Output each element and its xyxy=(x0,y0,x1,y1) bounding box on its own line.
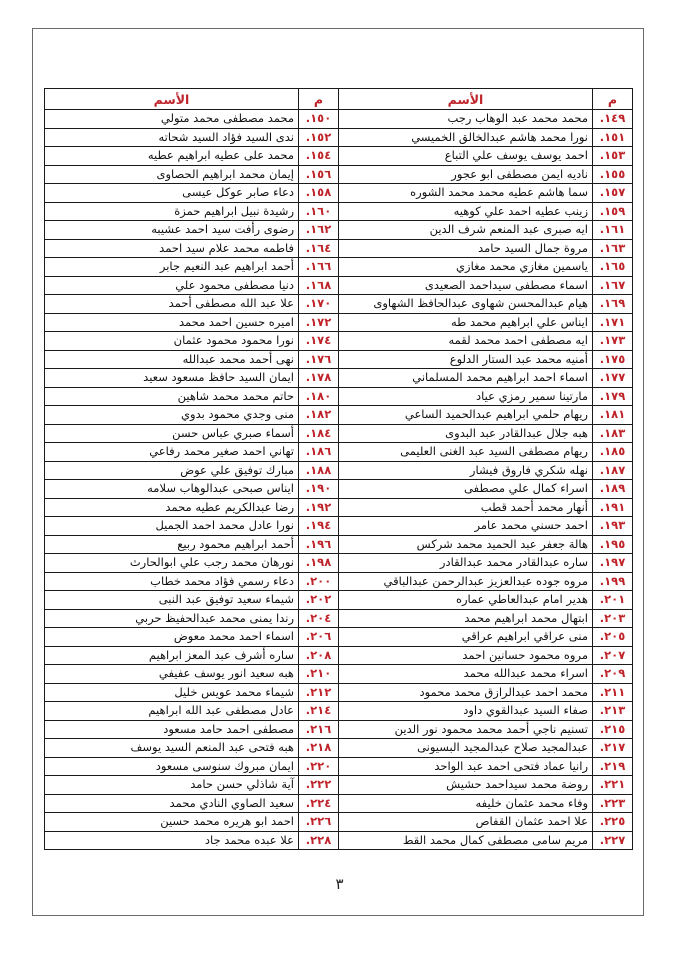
left-number-cell: ١٦٢. xyxy=(299,221,339,240)
right-name-cell: هالة جعفر عبد الحميد محمد شركس xyxy=(339,535,593,554)
right-name-cell: مروه جوده عبدالعزيز عبدالرحمن عبدالباقي xyxy=(339,572,593,591)
left-number-cell: ٢١٨. xyxy=(299,739,339,758)
right-name-cell: احمد حسني محمد عامر xyxy=(339,517,593,536)
left-number-cell: ١٥٦. xyxy=(299,165,339,184)
right-number-cell: ٢٢١. xyxy=(593,776,633,795)
right-number-cell: ١٧٣. xyxy=(593,332,633,351)
table-row xyxy=(45,424,633,443)
left-name-cell: احمد ابو هريره محمد حسين xyxy=(45,813,299,832)
left-number-cell: ١٨٢. xyxy=(299,406,339,425)
table-row xyxy=(45,387,633,406)
right-name-cell: هيام عبدالمحسن شهاوى عبدالحافظ الشهاوى xyxy=(339,295,593,314)
table-row xyxy=(45,443,633,462)
left-number-cell: ٢٢٠. xyxy=(299,757,339,776)
page-number: ٣ xyxy=(335,875,344,893)
table-row xyxy=(45,628,633,647)
table-row xyxy=(45,813,633,832)
right-name-cell: أمنيه محمد عبد الستار الدلوع xyxy=(339,350,593,369)
right-name-cell: اسماء مصطفى سيداحمد الصعيدى xyxy=(339,276,593,295)
right-number-cell: ١٨٣. xyxy=(593,424,633,443)
left-name-cell: مصطفى احمد حامد مسعود xyxy=(45,720,299,739)
left-number-cell: ٢١٦. xyxy=(299,720,339,739)
right-name-cell: نورا محمد هاشم عبدالخالق الخميسي xyxy=(339,128,593,147)
table-row xyxy=(45,609,633,628)
right-number-cell: ١٥٥. xyxy=(593,165,633,184)
right-number-cell: ٢١١. xyxy=(593,683,633,702)
table-row xyxy=(45,147,633,166)
right-number-cell: ١٦٩. xyxy=(593,295,633,314)
left-number-cell: ٢٢٤. xyxy=(299,794,339,813)
right-number-cell: ١٧٧. xyxy=(593,369,633,388)
left-name-cell: ايمان السيد حافظ مسعود سعيد xyxy=(45,369,299,388)
right-name-cell: منى عراقي ابراهيم عراقي xyxy=(339,628,593,647)
right-name-cell: اسراء كمال علي مصطفى xyxy=(339,480,593,499)
right-name-cell: سما هاشم عطيه محمد محمد الشوره xyxy=(339,184,593,203)
table-row xyxy=(45,239,633,258)
left-name-cell: محمد مصطفى محمد متولي xyxy=(45,110,299,129)
table-row xyxy=(45,480,633,499)
table-row xyxy=(45,221,633,240)
left-name-cell: ندى السيد فؤاد السيد شحاته xyxy=(45,128,299,147)
left-name-cell: تهاني احمد صغير محمد رفاعي xyxy=(45,443,299,462)
table-row xyxy=(45,276,633,295)
right-number-cell: ٢٢٥. xyxy=(593,813,633,832)
right-number-cell: ٢٠٩. xyxy=(593,665,633,684)
left-name-cell: نورهان محمد رجب علي ابوالحارث xyxy=(45,554,299,573)
left-number-cell: ١٩٢. xyxy=(299,498,339,517)
right-number-cell: ٢١٥. xyxy=(593,720,633,739)
left-number-cell: ١٦٦. xyxy=(299,258,339,277)
right-number-cell: ٢٠٣. xyxy=(593,609,633,628)
left-number-cell: ١٦٠. xyxy=(299,202,339,221)
left-number-cell: ١٥٠. xyxy=(299,110,339,129)
right-name-cell: زينب عطيه احمد علي كوهيه xyxy=(339,202,593,221)
right-number-cell: ١٨٧. xyxy=(593,461,633,480)
left-number-cell: ١٧٢. xyxy=(299,313,339,332)
right-number-cell: ١٩٣. xyxy=(593,517,633,536)
right-name-cell: ايه مصطفى احمد محمد لقمه xyxy=(339,332,593,351)
left-name-cell: اميره حسين احمد محمد xyxy=(45,313,299,332)
left-name-cell: دعاء رسمي فؤاد محمد خطاب xyxy=(45,572,299,591)
names-table xyxy=(44,88,633,850)
left-name-cell: أسماء صبري عباس حسن xyxy=(45,424,299,443)
right-number-cell: ٢٢٧. xyxy=(593,831,633,850)
left-number-cell: ١٨٨. xyxy=(299,461,339,480)
right-name-cell: احمد يوسف يوسف علي التباع xyxy=(339,147,593,166)
table-row xyxy=(45,776,633,795)
left-name-cell: ايناس صبحى عبدالوهاب سلامه xyxy=(45,480,299,499)
left-name-cell: رضا عبدالكريم عطيه محمد xyxy=(45,498,299,517)
right-number-cell: ٢٠٧. xyxy=(593,646,633,665)
left-name-cell: نهى أحمد محمد عبدالله xyxy=(45,350,299,369)
left-number-cell: ١٨٤. xyxy=(299,424,339,443)
left-name-cell: نورا محمود محمود عثمان xyxy=(45,332,299,351)
right-number-cell: ١٤٩. xyxy=(593,110,633,129)
left-name-cell: هبه سعيد انور يوسف عفيفي xyxy=(45,665,299,684)
left-name-cell: ساره أشرف عبد المعز ابراهيم xyxy=(45,646,299,665)
right-name-cell: محمد احمد عبدالرازق محمد محمود xyxy=(339,683,593,702)
left-number-cell: ١٧٨. xyxy=(299,369,339,388)
right-number-cell: ٢١٧. xyxy=(593,739,633,758)
right-number-cell: ١٦٥. xyxy=(593,258,633,277)
header-name-left: الأسم xyxy=(45,89,299,110)
right-name-cell: محمد محمد عبد الوهاب رجب xyxy=(339,110,593,129)
table-row xyxy=(45,831,633,850)
left-name-cell: رضوى رأفت سيد احمد عشيبه xyxy=(45,221,299,240)
left-number-cell: ٢١٢. xyxy=(299,683,339,702)
left-name-cell: رندا يمنى محمد عبدالحفيظ حربي xyxy=(45,609,299,628)
right-name-cell: ابتهال محمد ابراهيم محمد xyxy=(339,609,593,628)
left-number-cell: ٢٠٤. xyxy=(299,609,339,628)
left-name-cell: نورا عادل محمد احمد الجميل xyxy=(45,517,299,536)
left-name-cell: سعيد الصاوي النادي محمد xyxy=(45,794,299,813)
left-number-cell: ٢٠٠. xyxy=(299,572,339,591)
left-name-cell: آية شاذلي حسن حامد xyxy=(45,776,299,795)
right-number-cell: ١٦٣. xyxy=(593,239,633,258)
table-row xyxy=(45,665,633,684)
table-row xyxy=(45,110,633,129)
left-name-cell: ايمان مبروك سنوسى مسعود xyxy=(45,757,299,776)
table-row xyxy=(45,702,633,721)
left-name-cell: مبارك توفيق علي عوض xyxy=(45,461,299,480)
right-number-cell: ١٨٩. xyxy=(593,480,633,499)
right-number-cell: ٢٢٣. xyxy=(593,794,633,813)
right-number-cell: ١٩٧. xyxy=(593,554,633,573)
right-name-cell: رانيا عماد فتحى احمد عبد الواحد xyxy=(339,757,593,776)
right-number-cell: ١٧٩. xyxy=(593,387,633,406)
left-name-cell: أحمد ابراهيم محمود ربيع xyxy=(45,535,299,554)
table-row xyxy=(45,332,633,351)
right-name-cell: نهله شكري فاروق فيشار xyxy=(339,461,593,480)
left-name-cell: منى وجدي محمود بدوي xyxy=(45,406,299,425)
right-number-cell: ٢٠١. xyxy=(593,591,633,610)
right-name-cell: ايناس علي ابراهيم محمد طه xyxy=(339,313,593,332)
right-name-cell: صفاء السيد عبدالقوي داود xyxy=(339,702,593,721)
left-number-cell: ١٩٤. xyxy=(299,517,339,536)
left-number-cell: ١٦٨. xyxy=(299,276,339,295)
right-number-cell: ١٥١. xyxy=(593,128,633,147)
left-name-cell: محمد على عطيه ابراهيم عطيه xyxy=(45,147,299,166)
right-name-cell: أنهار محمد أحمد قطب xyxy=(339,498,593,517)
left-number-cell: ٢١٤. xyxy=(299,702,339,721)
right-name-cell: هبه جلال عبدالقادر عبد البدوى xyxy=(339,424,593,443)
left-name-cell: إيمان محمد ابراهيم الحصاوى xyxy=(45,165,299,184)
left-number-cell: ١٧٦. xyxy=(299,350,339,369)
table-row xyxy=(45,184,633,203)
left-number-cell: ٢٠٦. xyxy=(299,628,339,647)
right-name-cell: هدير امام عبدالعاطي عماره xyxy=(339,591,593,610)
right-name-cell: روضة محمد سيداحمد حشيش xyxy=(339,776,593,795)
left-number-cell: ١٧٤. xyxy=(299,332,339,351)
right-name-cell: مروة جمال السيد حامد xyxy=(339,239,593,258)
left-number-cell: ١٥٨. xyxy=(299,184,339,203)
right-number-cell: ١٨١. xyxy=(593,406,633,425)
right-name-cell: عبدالمجيد صلاح عبدالمجيد البسيونى xyxy=(339,739,593,758)
table-row xyxy=(45,517,633,536)
left-name-cell: دنيا مصطفى محمود علي xyxy=(45,276,299,295)
table-row xyxy=(45,350,633,369)
right-number-cell: ١٩١. xyxy=(593,498,633,517)
table-row xyxy=(45,535,633,554)
table-row xyxy=(45,720,633,739)
left-name-cell: شيماء محمد عويس خليل xyxy=(45,683,299,702)
right-number-cell: ١٨٥. xyxy=(593,443,633,462)
right-name-cell: مروه محمود حسانين احمد xyxy=(339,646,593,665)
table-row xyxy=(45,313,633,332)
table-row xyxy=(45,128,633,147)
left-number-cell: ١٥٢. xyxy=(299,128,339,147)
table-row xyxy=(45,369,633,388)
right-name-cell: اسراء محمد عبدالله محمد xyxy=(339,665,593,684)
table-body xyxy=(45,110,633,850)
left-number-cell: ٢٢٢. xyxy=(299,776,339,795)
right-number-cell: ١٥٩. xyxy=(593,202,633,221)
table-row xyxy=(45,683,633,702)
left-name-cell: أحمد ابراهيم عبد النعيم جابر xyxy=(45,258,299,277)
left-name-cell: هبه فتحى عبد المنعم السيد يوسف xyxy=(45,739,299,758)
right-number-cell: ١٦٧. xyxy=(593,276,633,295)
right-name-cell: مريم سامى مصطفى كمال محمد القط xyxy=(339,831,593,850)
table-row xyxy=(45,165,633,184)
right-name-cell: ريهام حلمي ابراهيم عبدالحميد الساعي xyxy=(339,406,593,425)
left-number-cell: ٢٠٢. xyxy=(299,591,339,610)
left-number-cell: ٢٢٨. xyxy=(299,831,339,850)
table-row xyxy=(45,295,633,314)
left-name-cell: دعاء صابر عوكل عيسى xyxy=(45,184,299,203)
right-name-cell: ايه صبرى عبد المنعم شرف الدين xyxy=(339,221,593,240)
right-number-cell: ١٧١. xyxy=(593,313,633,332)
left-number-cell: ١٨٦. xyxy=(299,443,339,462)
right-name-cell: علا احمد عثمان القفاص xyxy=(339,813,593,832)
right-number-cell: ١٩٩. xyxy=(593,572,633,591)
left-number-cell: ١٩٠. xyxy=(299,480,339,499)
table-row xyxy=(45,739,633,758)
left-number-cell: ١٨٠. xyxy=(299,387,339,406)
right-number-cell: ١٥٣. xyxy=(593,147,633,166)
left-number-cell: ١٧٠. xyxy=(299,295,339,314)
header-number-left: م xyxy=(299,89,339,110)
right-name-cell: ساره عبدالقادر محمد عبدالقادر xyxy=(339,554,593,573)
table-row xyxy=(45,757,633,776)
left-name-cell: شيماء سعيد توفيق عبد النبى xyxy=(45,591,299,610)
header-name-right: الأسم xyxy=(339,89,593,110)
right-number-cell: ١٩٥. xyxy=(593,535,633,554)
left-number-cell: ١٩٨. xyxy=(299,554,339,573)
right-number-cell: ١٥٧. xyxy=(593,184,633,203)
table-row xyxy=(45,461,633,480)
left-name-cell: حاتم محمد محمد شاهين xyxy=(45,387,299,406)
right-name-cell: اسماء احمد ابراهيم محمد المسلماني xyxy=(339,369,593,388)
right-name-cell: تسنيم ناجي أحمد محمد محمود نور الدين xyxy=(339,720,593,739)
table-row xyxy=(45,591,633,610)
table-row xyxy=(45,554,633,573)
left-number-cell: ٢١٠. xyxy=(299,665,339,684)
header-number-right: م xyxy=(593,89,633,110)
table-row xyxy=(45,794,633,813)
left-name-cell: علا عبده محمد جاد xyxy=(45,831,299,850)
table-row xyxy=(45,406,633,425)
table-row xyxy=(45,202,633,221)
table-row xyxy=(45,498,633,517)
left-name-cell: فاطمه محمد علام سيد احمد xyxy=(45,239,299,258)
left-number-cell: ١٦٤. xyxy=(299,239,339,258)
left-name-cell: عادل مصطفى عبد الله ابراهيم xyxy=(45,702,299,721)
left-number-cell: ٢٢٦. xyxy=(299,813,339,832)
left-name-cell: اسماء احمد محمد معوض xyxy=(45,628,299,647)
left-number-cell: ١٩٦. xyxy=(299,535,339,554)
table-row xyxy=(45,572,633,591)
right-name-cell: ريهام مصطفى السيد عبد الغنى العليمى xyxy=(339,443,593,462)
left-number-cell: ٢٠٨. xyxy=(299,646,339,665)
left-name-cell: علا عبد الله مصطفى أحمد xyxy=(45,295,299,314)
left-number-cell: ١٥٤. xyxy=(299,147,339,166)
right-name-cell: ياسمين مغازي محمد مغازي xyxy=(339,258,593,277)
table-header-row xyxy=(45,89,633,110)
right-number-cell: ٢١٩. xyxy=(593,757,633,776)
right-name-cell: وفاء محمد عثمان خليفه xyxy=(339,794,593,813)
right-number-cell: ٢٠٥. xyxy=(593,628,633,647)
left-name-cell: رشيدة نبيل ابراهيم حمزة xyxy=(45,202,299,221)
right-name-cell: ناديه ايمن مصطفى ابو عجور xyxy=(339,165,593,184)
table-row xyxy=(45,258,633,277)
right-number-cell: ١٦١. xyxy=(593,221,633,240)
right-number-cell: ١٧٥. xyxy=(593,350,633,369)
table-row xyxy=(45,646,633,665)
right-number-cell: ٢١٣. xyxy=(593,702,633,721)
right-name-cell: مارتينا سمير رمزي عياد xyxy=(339,387,593,406)
